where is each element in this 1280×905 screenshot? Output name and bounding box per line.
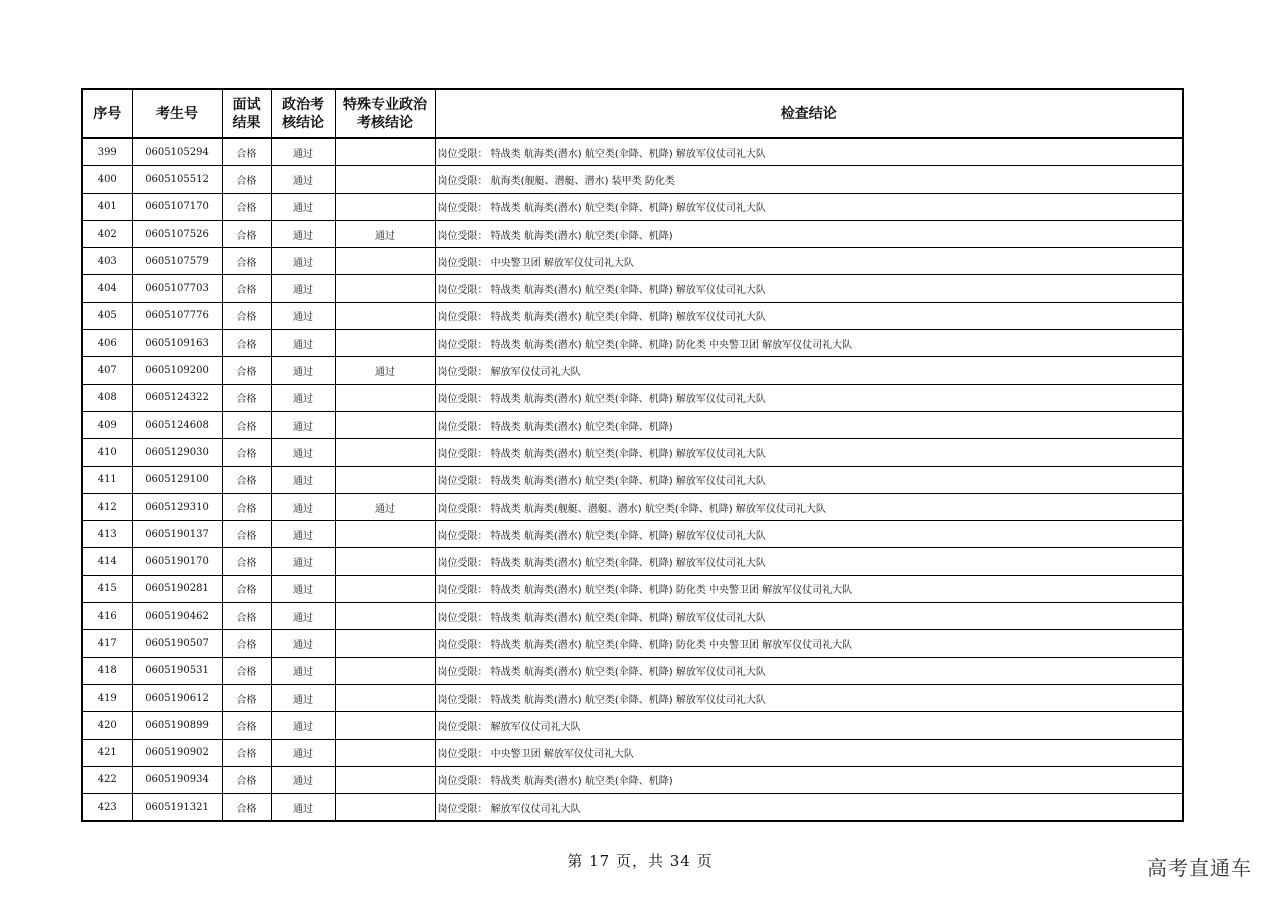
cell-political: 通过: [271, 739, 335, 766]
cell-seq: 410: [82, 439, 132, 466]
cell-political: 通过: [271, 220, 335, 247]
cell-political: 通过: [271, 575, 335, 602]
cell-interview: 合格: [222, 657, 271, 684]
cell-seq: 409: [82, 411, 132, 438]
header-special: [335, 89, 435, 138]
header-political-line2: 核结论: [282, 114, 324, 131]
cell-political: 通过: [271, 384, 335, 411]
cell-seq: 407: [82, 357, 132, 384]
cell-exam-no: 0605190137: [132, 521, 222, 548]
table-row: [82, 794, 1183, 822]
cell-special: [335, 138, 435, 166]
table-row: [82, 657, 1183, 684]
header-remark: 检查结论: [435, 89, 1183, 138]
cell-interview: 合格: [222, 302, 271, 329]
cell-political: 通过: [271, 794, 335, 822]
cell-interview: 合格: [222, 548, 271, 575]
cell-interview: 合格: [222, 766, 271, 793]
cell-political: 通过: [271, 411, 335, 438]
cell-special: [335, 411, 435, 438]
cell-remark: 岗位受限： 特战类 航海类(潜水) 航空类(伞降、机降) 解放军仪仗司礼大队: [435, 657, 1183, 684]
cell-seq: 412: [82, 493, 132, 520]
cell-seq: 411: [82, 466, 132, 493]
cell-seq: 418: [82, 657, 132, 684]
cell-special: [335, 466, 435, 493]
table-row: [82, 712, 1183, 739]
cell-seq: 403: [82, 248, 132, 275]
cell-remark: 岗位受限： 航海类(舰艇、潜艇、潜水) 装甲类 防化类: [435, 166, 1183, 193]
cell-interview: 合格: [222, 138, 271, 166]
cell-special: [335, 166, 435, 193]
cell-remark: 岗位受限： 中央警卫团 解放军仪仗司礼大队: [435, 248, 1183, 275]
cell-political: 通过: [271, 248, 335, 275]
cell-remark: 岗位受限： 解放军仪仗司礼大队: [435, 712, 1183, 739]
table-row: [82, 439, 1183, 466]
table-row: [82, 248, 1183, 275]
cell-seq: 421: [82, 739, 132, 766]
cell-interview: 合格: [222, 684, 271, 711]
cell-special: [335, 275, 435, 302]
cell-special: 通过: [335, 357, 435, 384]
page-number: 第 17 页，共 34 页: [567, 852, 713, 870]
table-header-row: [82, 89, 1183, 138]
cell-political: 通过: [271, 766, 335, 793]
cell-exam-no: 0605190531: [132, 657, 222, 684]
cell-special: [335, 766, 435, 793]
table-row: [82, 466, 1183, 493]
cell-political: 通过: [271, 466, 335, 493]
cell-remark: 岗位受限： 解放军仪仗司礼大队: [435, 794, 1183, 822]
cell-interview: 合格: [222, 493, 271, 520]
cell-exam-no: 0605109163: [132, 330, 222, 357]
table-row: [82, 193, 1183, 220]
cell-remark: 岗位受限： 解放军仪仗司礼大队: [435, 357, 1183, 384]
cell-exam-no: 0605190170: [132, 548, 222, 575]
cell-political: 通过: [271, 657, 335, 684]
cell-exam-no: 0605107526: [132, 220, 222, 247]
cell-remark: 岗位受限： 特战类 航海类(潜水) 航空类(伞降、机降) 解放军仪仗司礼大队: [435, 548, 1183, 575]
cell-remark: 岗位受限： 特战类 航海类(潜水) 航空类(伞降、机降) 解放军仪仗司礼大队: [435, 302, 1183, 329]
cell-political: 通过: [271, 138, 335, 166]
cell-remark: 岗位受限： 特战类 航海类(潜水) 航空类(伞降、机降) 解放军仪仗司礼大队: [435, 275, 1183, 302]
table-row: [82, 411, 1183, 438]
table-row: [82, 330, 1183, 357]
cell-exam-no: 0605129100: [132, 466, 222, 493]
header-special-line2: 考核结论: [357, 114, 413, 131]
cell-special: [335, 193, 435, 220]
cell-political: 通过: [271, 712, 335, 739]
cell-political: 通过: [271, 521, 335, 548]
cell-remark: 岗位受限： 中央警卫团 解放军仪仗司礼大队: [435, 739, 1183, 766]
results-table: [81, 88, 1184, 822]
cell-special: [335, 548, 435, 575]
cell-interview: 合格: [222, 739, 271, 766]
cell-interview: 合格: [222, 439, 271, 466]
cell-seq: 406: [82, 330, 132, 357]
cell-exam-no: 0605105294: [132, 138, 222, 166]
cell-special: [335, 384, 435, 411]
cell-special: [335, 739, 435, 766]
table-row: [82, 493, 1183, 520]
header-seq: 序号: [82, 89, 132, 138]
cell-remark: 岗位受限： 特战类 航海类(潜水) 航空类(伞降、机降) 解放军仪仗司礼大队: [435, 684, 1183, 711]
cell-seq: 422: [82, 766, 132, 793]
cell-seq: 414: [82, 548, 132, 575]
cell-seq: 417: [82, 630, 132, 657]
header-political-line1: 政治考: [282, 96, 324, 113]
cell-seq: 399: [82, 138, 132, 166]
cell-remark: 岗位受限： 特战类 航海类(潜水) 航空类(伞降、机降) 解放军仪仗司礼大队: [435, 193, 1183, 220]
cell-seq: 423: [82, 794, 132, 822]
watermark: 高考直通车: [1147, 856, 1252, 880]
cell-seq: 400: [82, 166, 132, 193]
cell-political: 通过: [271, 630, 335, 657]
cell-exam-no: 0605190612: [132, 684, 222, 711]
cell-remark: 岗位受限： 特战类 航海类(潜水) 航空类(伞降、机降) 解放军仪仗司礼大队: [435, 439, 1183, 466]
cell-special: [335, 439, 435, 466]
cell-remark: 岗位受限： 特战类 航海类(潜水) 航空类(伞降、机降) 解放军仪仗司礼大队: [435, 521, 1183, 548]
cell-political: 通过: [271, 603, 335, 630]
cell-remark: 岗位受限： 特战类 航海类(潜水) 航空类(伞降、机降) 防化类 中央警卫团 解放军仪仗司礼大队: [435, 330, 1183, 357]
cell-seq: 419: [82, 684, 132, 711]
cell-special: [335, 302, 435, 329]
cell-interview: 合格: [222, 248, 271, 275]
cell-remark: 岗位受限： 特战类 航海类(潜水) 航空类(伞降、机降): [435, 220, 1183, 247]
cell-remark: 岗位受限： 特战类 航海类(潜水) 航空类(伞降、机降) 解放军仪仗司礼大队: [435, 603, 1183, 630]
cell-seq: 405: [82, 302, 132, 329]
header-interview-line2: 结果: [232, 114, 261, 131]
cell-interview: 合格: [222, 630, 271, 657]
cell-special: [335, 603, 435, 630]
table-row: [82, 384, 1183, 411]
cell-exam-no: 0605124322: [132, 384, 222, 411]
table-row: [82, 166, 1183, 193]
cell-exam-no: 0605129030: [132, 439, 222, 466]
cell-seq: 420: [82, 712, 132, 739]
table-row: [82, 521, 1183, 548]
cell-special: 通过: [335, 493, 435, 520]
cell-special: 通过: [335, 220, 435, 247]
cell-remark: 岗位受限： 特战类 航海类(潜水) 航空类(伞降、机降) 解放军仪仗司礼大队: [435, 384, 1183, 411]
cell-interview: 合格: [222, 603, 271, 630]
cell-seq: 415: [82, 575, 132, 602]
cell-interview: 合格: [222, 466, 271, 493]
cell-special: [335, 248, 435, 275]
table-row: [82, 220, 1183, 247]
cell-exam-no: 0605107776: [132, 302, 222, 329]
cell-exam-no: 0605190462: [132, 603, 222, 630]
cell-exam-no: 0605105512: [132, 166, 222, 193]
cell-political: 通过: [271, 302, 335, 329]
header-interview: [222, 89, 271, 138]
cell-remark: 岗位受限： 特战类 航海类(舰艇、潜艇、潜水) 航空类(伞降、机降) 解放军仪仗司礼大队: [435, 493, 1183, 520]
table-body: [82, 138, 1183, 821]
cell-special: [335, 330, 435, 357]
table-row: [82, 630, 1183, 657]
cell-interview: 合格: [222, 411, 271, 438]
cell-political: 通过: [271, 166, 335, 193]
table-row: [82, 302, 1183, 329]
cell-remark: 岗位受限： 特战类 航海类(潜水) 航空类(伞降、机降) 解放军仪仗司礼大队: [435, 466, 1183, 493]
cell-interview: 合格: [222, 794, 271, 822]
cell-exam-no: 0605190281: [132, 575, 222, 602]
cell-special: [335, 575, 435, 602]
cell-political: 通过: [271, 493, 335, 520]
header-political: [271, 89, 335, 138]
table-row: [82, 684, 1183, 711]
cell-political: 通过: [271, 330, 335, 357]
table-row: [82, 357, 1183, 384]
cell-exam-no: 0605190507: [132, 630, 222, 657]
cell-seq: 404: [82, 275, 132, 302]
cell-special: [335, 684, 435, 711]
table-row: [82, 138, 1183, 166]
cell-special: [335, 657, 435, 684]
cell-seq: 401: [82, 193, 132, 220]
header-special-line1: 特殊专业政治: [343, 96, 427, 113]
cell-special: [335, 630, 435, 657]
cell-seq: 402: [82, 220, 132, 247]
cell-remark: 岗位受限： 特战类 航海类(潜水) 航空类(伞降、机降): [435, 411, 1183, 438]
cell-exam-no: 0605190902: [132, 739, 222, 766]
table-row: [82, 548, 1183, 575]
cell-exam-no: 0605107579: [132, 248, 222, 275]
cell-special: [335, 712, 435, 739]
cell-political: 通过: [271, 684, 335, 711]
cell-interview: 合格: [222, 166, 271, 193]
cell-exam-no: 0605109200: [132, 357, 222, 384]
table-row: [82, 739, 1183, 766]
cell-interview: 合格: [222, 193, 271, 220]
cell-remark: 岗位受限： 特战类 航海类(潜水) 航空类(伞降、机降): [435, 766, 1183, 793]
cell-interview: 合格: [222, 357, 271, 384]
cell-exam-no: 0605190899: [132, 712, 222, 739]
cell-seq: 416: [82, 603, 132, 630]
cell-exam-no: 0605190934: [132, 766, 222, 793]
table-row: [82, 575, 1183, 602]
cell-exam-no: 0605107170: [132, 193, 222, 220]
cell-political: 通过: [271, 275, 335, 302]
cell-interview: 合格: [222, 384, 271, 411]
cell-special: [335, 794, 435, 822]
cell-exam-no: 0605107703: [132, 275, 222, 302]
cell-interview: 合格: [222, 712, 271, 739]
cell-political: 通过: [271, 193, 335, 220]
cell-political: 通过: [271, 548, 335, 575]
table-row: [82, 766, 1183, 793]
table-row: [82, 275, 1183, 302]
cell-exam-no: 0605129310: [132, 493, 222, 520]
cell-political: 通过: [271, 357, 335, 384]
cell-seq: 408: [82, 384, 132, 411]
header-interview-line1: 面试: [232, 96, 261, 113]
cell-remark: 岗位受限： 特战类 航海类(潜水) 航空类(伞降、机降) 解放军仪仗司礼大队: [435, 138, 1183, 166]
cell-remark: 岗位受限： 特战类 航海类(潜水) 航空类(伞降、机降) 防化类 中央警卫团 解放军仪仗司礼大队: [435, 630, 1183, 657]
cell-exam-no: 0605124608: [132, 411, 222, 438]
cell-interview: 合格: [222, 330, 271, 357]
cell-interview: 合格: [222, 521, 271, 548]
cell-interview: 合格: [222, 575, 271, 602]
cell-exam-no: 0605191321: [132, 794, 222, 822]
cell-special: [335, 521, 435, 548]
header-exam-no: 考生号: [132, 89, 222, 138]
cell-seq: 413: [82, 521, 132, 548]
cell-interview: 合格: [222, 220, 271, 247]
cell-remark: 岗位受限： 特战类 航海类(潜水) 航空类(伞降、机降) 防化类 中央警卫团 解放军仪仗司礼大队: [435, 575, 1183, 602]
cell-interview: 合格: [222, 275, 271, 302]
table-row: [82, 603, 1183, 630]
cell-political: 通过: [271, 439, 335, 466]
